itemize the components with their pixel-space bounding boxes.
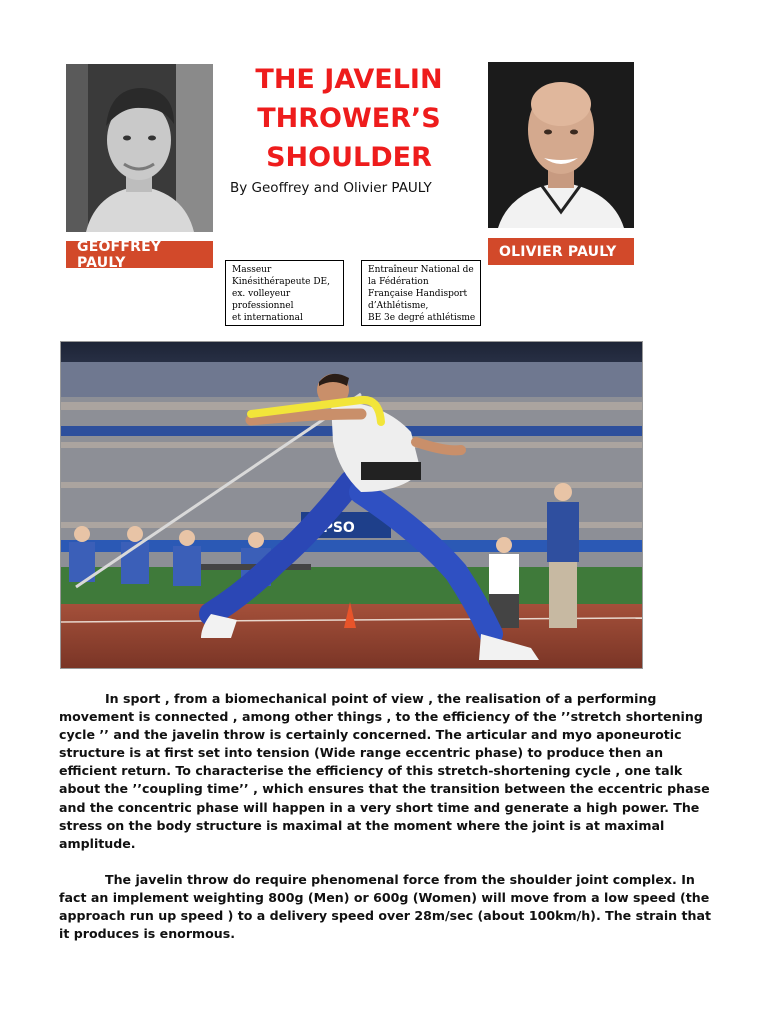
credential-line: Masseur — [232, 265, 272, 275]
credential-line: Entraîneur National de — [368, 265, 474, 275]
credential-line: BE 3e degré athlétisme — [368, 313, 476, 323]
credential-line: Française Handisport — [368, 289, 468, 299]
body-paragraph: In sport , from a biomechanical point of view , the realisation of a performing movement is connected , among other things , to the efficiency of the ’’stretch shortening cycle ’’ and the javelin throw is certainly concerned. The articular and myo aponeurotic structure is at first set into tension (Wide range eccentric phase) to produce then an efficient return. To characterise the efficiency of this stretch-shortening cycle , one talk about the ’’coupling time’’ , which ensures that the transition between the eccentric phase and the concentric phase will happen in a very short time and generate a high power. The stress on the body structure is maximal at the moment where the joint is at maximal amplitude. — [59, 691, 710, 851]
geoffrey-portrait-photo — [66, 64, 213, 232]
olivier-name: OLIVIER PAULY — [499, 243, 617, 260]
article-body — [59, 690, 711, 943]
olivier-name-banner — [488, 238, 634, 265]
credential-line: ex. volleyeur — [232, 289, 291, 299]
title-line: THE JAVELIN — [255, 64, 443, 95]
credential-line: d’Athlétisme, — [368, 301, 429, 311]
credential-line: et international — [232, 313, 303, 323]
article-byline: By Geoffrey and Olivier PAULY — [230, 180, 432, 196]
article-title — [229, 60, 469, 177]
credential-line: la Fédération — [368, 277, 429, 287]
olivier-portrait-photo — [488, 62, 634, 228]
title-line: SHOULDER — [266, 142, 432, 173]
body-paragraph: The javelin throw do require phenomenal force from the shoulder joint complex. In fact an implement weighting 800g (Men) or 600g (Women) will move from a low speed (the approach run up speed ) to a delivery speed over 28m/sec (about 100km/h). The strain that it produces is enormous. — [59, 871, 711, 942]
geoffrey-credentials-box — [225, 260, 344, 326]
olivier-credentials-box — [361, 260, 481, 326]
geoffrey-name: GEOFFREY PAULY — [77, 238, 162, 271]
javelin-thrower-photo — [60, 341, 643, 669]
title-line: THROWER’S — [257, 103, 441, 134]
credential-line: professionnel — [232, 301, 294, 311]
geoffrey-name-banner — [66, 238, 213, 271]
credential-line: Kinésithérapeute DE, — [232, 277, 330, 287]
sponsor-board-text: EPSO — [313, 520, 355, 536]
